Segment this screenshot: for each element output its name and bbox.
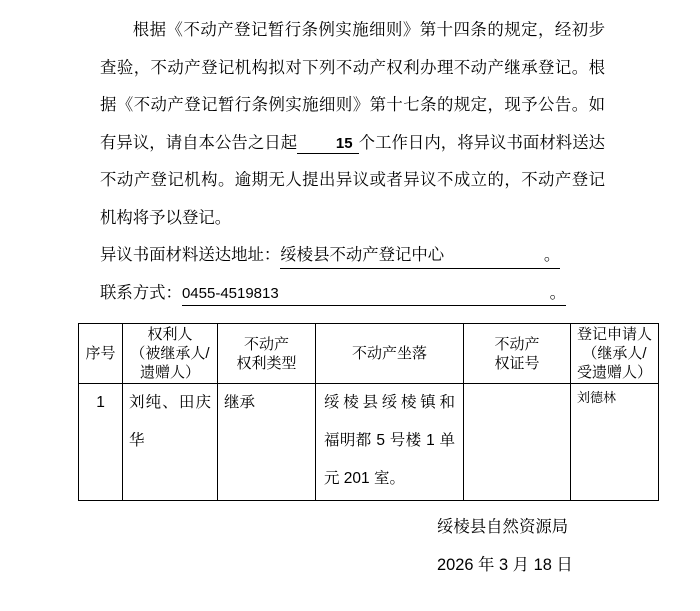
address-period: 。 [543,246,561,264]
header-cert-no-line1: 不动产 [494,335,540,353]
header-applicant-line3: 受遗赠人） [576,364,652,381]
address-line [100,237,700,275]
header-right-type-line2: 权利类型 [236,354,297,372]
table-header-row [79,324,659,384]
cell-seq: 1 [79,384,123,501]
contact-value: 0455-4519813 [181,284,279,302]
header-applicant-line1: 登记申请人 [576,326,652,343]
contact-period: 。 [549,283,566,302]
cell-location [316,384,464,501]
signature-block [437,509,700,584]
header-right-type [218,324,316,384]
header-right-type-line1: 不动产 [243,335,289,353]
header-location [316,324,464,384]
header-holder [123,324,218,384]
address-label: 异议书面材料送达地址： [100,246,281,264]
header-holder-line2: （被继承人/ [130,345,210,362]
cell-location-line1: 绥棱县绥棱镇和 [324,394,455,411]
header-seq [79,324,123,384]
issuer-name: 绥棱县自然资源局 [437,518,569,536]
notice-text-before-days: 根据《不动产登记暂行条例实施细则》第十四条的规定，经初步查验，不动产登记机构拟对下列不动产权利办理不动产继承登记。根据《不动产登记暂行条例实施细则》第十七条的规定，现予公告。如有异议，请自本公告之日起 [100,21,605,152]
header-holder-line1: 权利人 [147,326,193,343]
notice-text-after-days: 个工作日内，将异议书面材料送达不动产登记机构。逾期无人提出异议或者异议不成立的，不动产登记机构将予以登记。 [100,133,606,227]
cell-location-line2: 福明都 5 号楼 1 单 [324,432,455,449]
notice-paragraph [100,12,605,237]
contact-line [100,275,700,313]
contact-underline-field [182,282,566,307]
cell-right-type: 继承 [218,384,316,501]
cell-applicant: 刘德林 [571,384,659,501]
cell-cert-no [464,384,571,501]
registration-table [78,323,659,501]
cell-holder-line2: 华 [129,432,145,449]
contact-label: 联系方式： [100,283,182,302]
table-row [79,384,659,501]
header-seq-line: 序号 [85,345,116,362]
cell-holder [123,384,218,501]
objection-days-underlined: 15 [297,134,358,155]
address-underline-field [280,244,560,269]
header-applicant [571,324,659,384]
header-applicant-line2: （继承人/ [582,345,647,362]
address-value: 绥棱县不动产登记中心 [280,246,445,264]
cell-holder-line1: 刘纯、田庆 [129,394,211,411]
cell-location-line3: 元 201 室。 [324,470,405,487]
header-cert-no [464,324,571,384]
header-location-line: 不动产坐落 [351,345,427,362]
header-cert-no-line2: 权证号 [494,354,540,372]
header-holder-line3: 遗赠人） [139,364,200,381]
issue-date: 2026 年 3 月 18 日 [437,555,573,574]
